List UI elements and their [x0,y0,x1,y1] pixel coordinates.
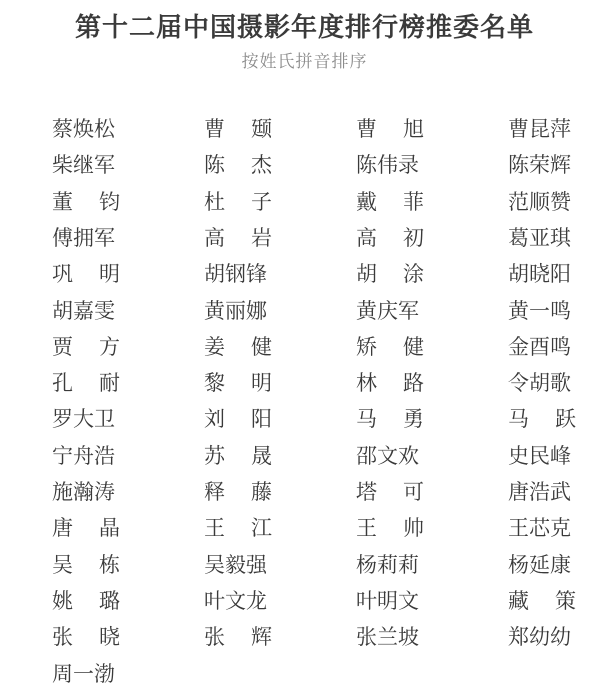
name-item: 柴继军 [52,153,115,178]
name-item: 唐浩武 [508,480,571,504]
name-item: 令胡歌 [508,371,571,396]
name-char: 江 [251,516,272,541]
name-item [52,365,120,401]
name-char: 巩 [52,262,73,287]
name-item: 罗大卫 [52,407,115,432]
name-char: 唐 [52,516,73,541]
name-item: 傅拥军 [52,225,115,250]
name-item [204,365,272,401]
name-char: 姜 [204,334,225,359]
name-item [204,401,272,437]
page-title: 第十二届中国摄影年度排行榜推委名单 [74,13,534,43]
name-char: 可 [403,480,424,504]
name-item: 胡钢锋 [204,262,267,287]
name-item: 张兰坡 [356,625,419,650]
name-item [52,619,120,655]
name-char: 藏 [508,588,529,613]
name-item [508,401,576,437]
name-item: 叶文龙 [204,588,267,613]
name-char: 杜 [204,189,225,214]
name-item [52,510,120,546]
name-item: 黄一鸣 [508,298,571,323]
name-char: 胡 [356,262,377,287]
name-char: 杰 [251,153,272,178]
name-char: 栋 [99,552,120,577]
name-item [204,474,272,510]
name-item [508,583,576,619]
name-char: 健 [251,334,272,359]
name-char: 曹 [204,117,225,141]
name-item: 施瀚涛 [52,480,115,504]
name-item: 范顺赞 [508,189,571,214]
name-char: 马 [508,407,529,432]
name-item [204,147,272,183]
name-char: 晶 [99,516,120,541]
name-char: 明 [99,262,120,287]
name-item: 史民峰 [508,443,571,468]
name-item [204,184,272,220]
name-char: 晟 [251,443,272,468]
name-item: 胡嘉雯 [52,298,115,323]
page-subtitle: 按姓氏拼音排序 [241,52,368,72]
name-char: 岩 [251,225,272,250]
name-char: 帅 [403,516,424,541]
name-item [356,474,424,510]
name-char: 曹 [356,117,377,141]
name-item [356,220,424,256]
name-char: 路 [403,371,424,396]
name-item: 蔡焕松 [52,117,115,141]
name-item: 宁舟浩 [52,443,115,468]
name-char: 释 [204,480,225,504]
name-item: 周一渤 [52,661,115,686]
name-item [356,256,424,292]
name-char: 策 [555,588,576,613]
name-char: 阳 [251,407,272,432]
name-char: 藤 [251,480,272,504]
name-char: 张 [52,625,73,650]
name-char: 矫 [356,334,377,359]
name-char: 高 [356,225,377,250]
name-item [356,510,424,546]
name-char: 菲 [403,189,424,214]
name-item: 叶明文 [356,588,419,613]
name-item: 胡晓阳 [508,262,571,287]
name-item: 黄庆军 [356,298,419,323]
name-char: 林 [356,371,377,396]
name-char: 刘 [204,407,225,432]
name-item: 杨延康 [508,552,571,577]
name-item [204,510,272,546]
name-item [204,111,272,147]
name-char: 吴 [52,552,73,577]
name-char: 陈 [204,153,225,178]
name-item [52,583,120,619]
name-char: 黎 [204,371,225,396]
name-item [204,438,272,474]
name-item [52,547,120,583]
name-char: 晓 [99,625,120,650]
name-item: 金酉鸣 [508,334,571,359]
name-item: 王芯克 [508,516,571,541]
name-item: 邵文欢 [356,443,419,468]
name-char: 贾 [52,334,73,359]
name-char: 勇 [403,407,424,432]
name-item: 吴毅强 [204,552,267,577]
name-char: 王 [356,516,377,541]
name-item [204,619,272,655]
name-char: 塔 [356,480,377,504]
name-char: 子 [251,189,272,214]
name-char: 钧 [99,189,120,214]
name-char: 苏 [204,443,225,468]
name-char: 璐 [99,588,120,613]
name-char: 张 [204,625,225,650]
name-char: 董 [52,189,73,214]
name-item [356,329,424,365]
name-item [356,111,424,147]
name-item: 陈荣辉 [508,153,571,178]
name-item: 曹昆萍 [508,117,571,141]
name-char: 初 [403,225,424,250]
name-item [52,256,120,292]
name-char: 方 [99,334,120,359]
name-char: 戴 [356,189,377,214]
name-char: 孔 [52,371,73,396]
name-char: 姚 [52,588,73,613]
name-item: 杨莉莉 [356,552,419,577]
name-item: 郑幼幼 [508,625,571,650]
name-char: 耐 [99,371,120,396]
name-item [52,184,120,220]
name-item [356,401,424,437]
name-char: 旭 [403,117,424,141]
name-char: 王 [204,516,225,541]
name-char: 涂 [403,262,424,287]
name-char: 明 [251,371,272,396]
name-char: 辉 [251,625,272,650]
name-item [356,365,424,401]
name-char: 跃 [555,407,576,432]
name-item [204,220,272,256]
name-char: 健 [403,334,424,359]
name-item: 黄丽娜 [204,298,267,323]
name-item [356,184,424,220]
name-char: 高 [204,225,225,250]
name-char: 马 [356,407,377,432]
name-char: 颋 [251,117,272,141]
name-item: 陈伟录 [356,153,419,178]
name-item [204,329,272,365]
name-item [52,329,120,365]
name-item: 葛亚琪 [508,225,571,250]
